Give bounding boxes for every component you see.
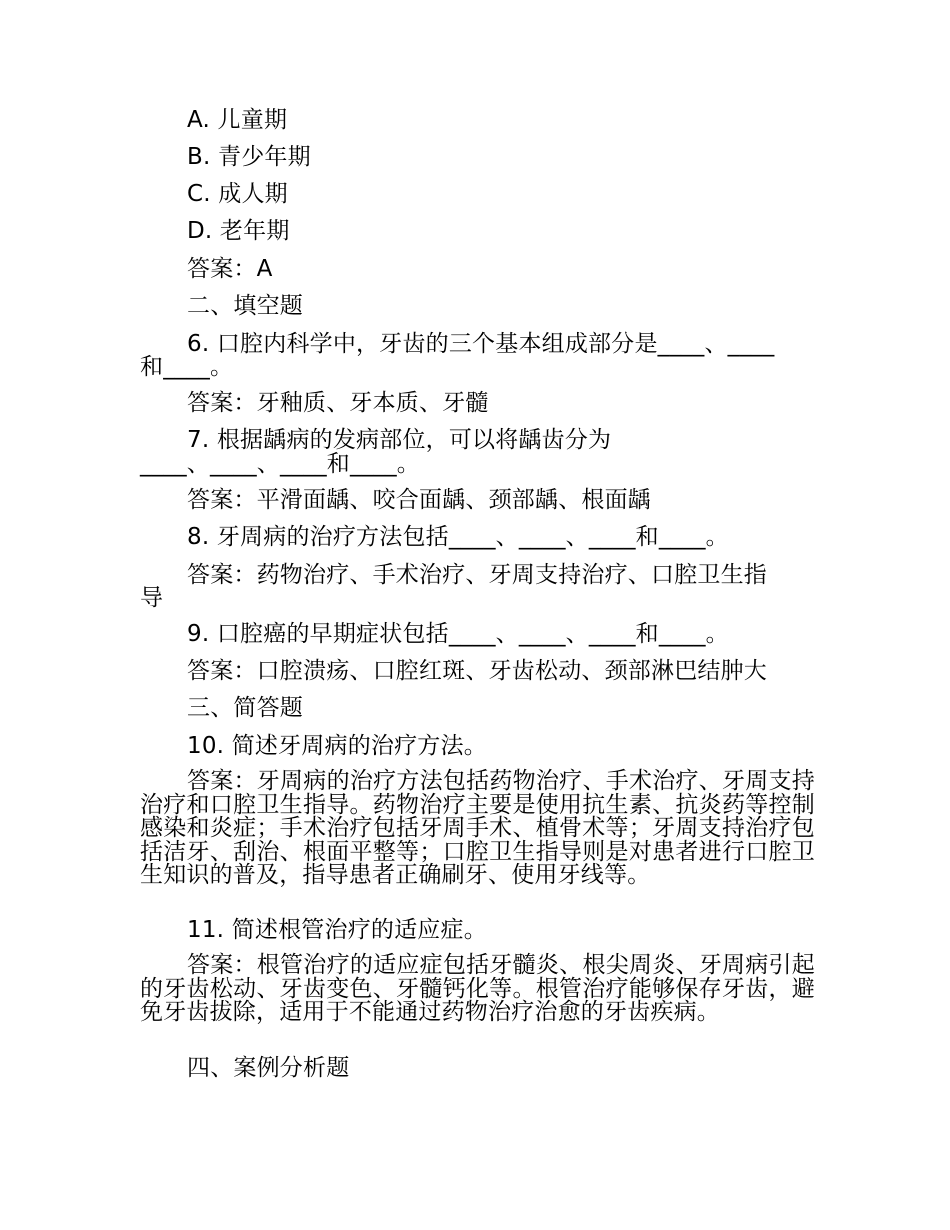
q8-answer-line2: 导	[140, 585, 164, 611]
section-heading-fill-in: 二、填空题	[187, 293, 303, 319]
option-c: C. 成人期	[187, 181, 288, 207]
q10-question: 10. 简述牙周病的治疗方法。	[187, 733, 487, 759]
q7-text-line2: ____、____、____和____。	[140, 451, 420, 477]
q6-answer: 答案：牙釉质、牙本质、牙髓	[187, 390, 489, 416]
q8-answer-line1: 答案：药物治疗、手术治疗、牙周支持治疗、口腔卫生指	[187, 562, 767, 588]
q11-question: 11. 简述根管治疗的适应症。	[187, 917, 487, 943]
option-d: D. 老年期	[187, 218, 290, 244]
option-b: B. 青少年期	[187, 144, 311, 170]
q9-text: 9. 口腔癌的早期症状包括____、____、____和____。	[187, 621, 729, 647]
section-heading-case-analysis: 四、案例分析题	[187, 1055, 350, 1081]
q7-answer: 答案：平滑面龋、咬合面龋、颈部龋、根面龋	[187, 487, 651, 513]
section-heading-short-answer: 三、简答题	[187, 695, 303, 721]
q9-answer: 答案：口腔溃疡、口腔红斑、牙齿松动、颈部淋巴结肿大	[187, 658, 767, 684]
q7-text-line1: 7. 根据龋病的发病部位，可以将龋齿分为	[187, 427, 612, 453]
q6-text-line2: 和____。	[140, 354, 234, 380]
q6-text-line1: 6. 口腔内科学中，牙齿的三个基本组成部分是____、____	[187, 331, 775, 357]
q10-answer: 答案：牙周病的治疗方法包括药物治疗、手术治疗、牙周支持治疗和口腔卫生指导。药物治疗主要是使用抗生素、抗炎药等控制感染和炎症；手术治疗包括牙周手术、植骨术等；牙周支持治疗包括洁牙、刮治、根面平整等；口腔卫生指导则是对患者进行口腔卫生知识的普及，指导患者正确刷牙、使用牙线等。	[140, 768, 815, 888]
q8-text: 8. 牙周病的治疗方法包括____、____、____和____。	[187, 524, 729, 550]
option-a: A. 儿童期	[187, 107, 288, 133]
answer-q5: 答案：A	[187, 256, 273, 282]
q11-answer: 答案：根管治疗的适应症包括牙髓炎、根尖周炎、牙周病引起的牙齿松动、牙齿变色、牙髓钙化等。根管治疗能够保存牙齿，避免牙齿拔除，适用于不能通过药物治疗治愈的牙齿疾病。	[140, 952, 815, 1025]
